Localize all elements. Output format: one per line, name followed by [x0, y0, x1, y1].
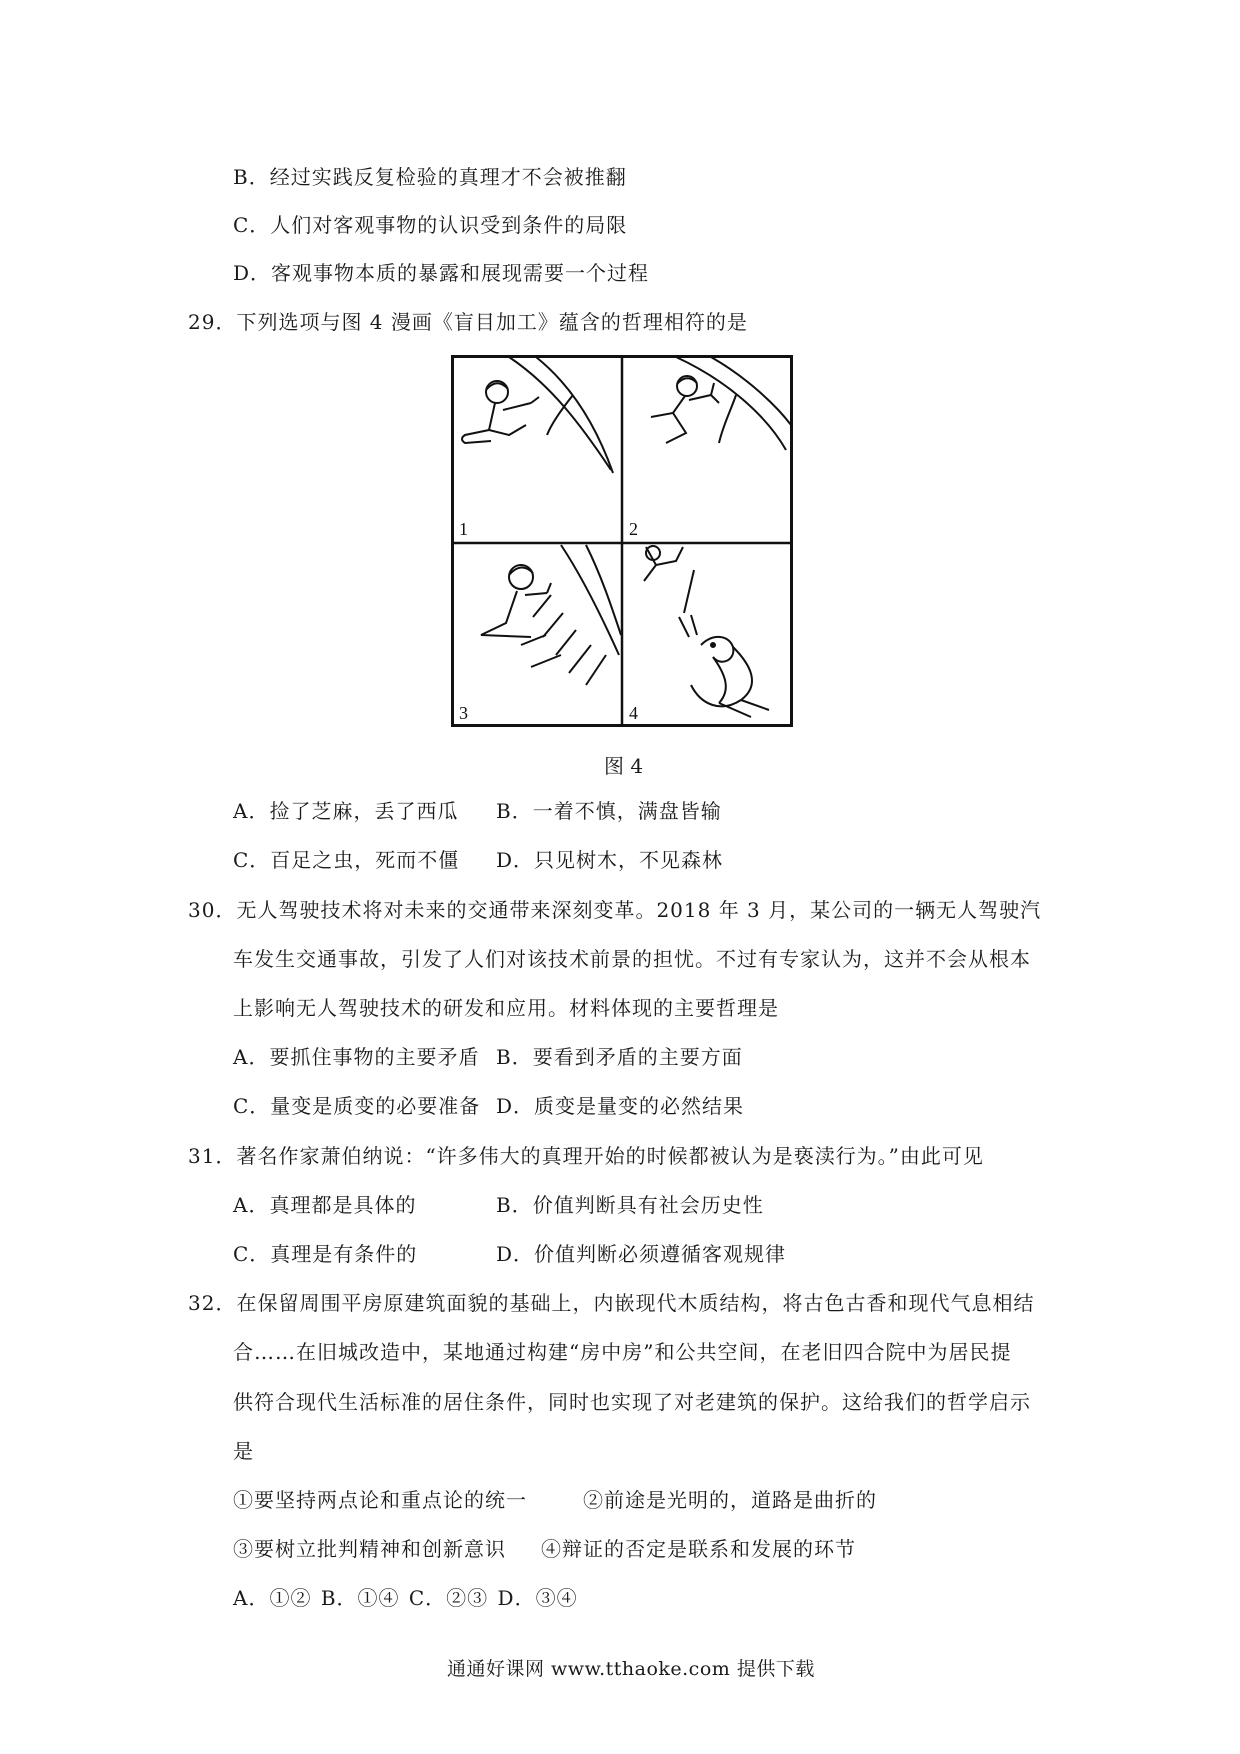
- q32-options-row: [233, 1584, 578, 1612]
- q30-option-b: B．要看到矛盾的主要方面: [496, 1045, 743, 1069]
- comic-panel-label-4: 4: [629, 703, 638, 723]
- q30-stem-line-3: 上影响无人驾驶技术的研发和应用。材料体现的主要哲理是: [233, 996, 779, 1020]
- comic-panel-label-1: 1: [459, 519, 468, 539]
- q30-option-d: D．质变是量变的必然结果: [496, 1094, 745, 1118]
- q32-statement-4: ④辩证的否定是联系和发展的环节: [541, 1537, 856, 1561]
- q31-option-a: A．真理都是具体的: [233, 1193, 417, 1217]
- q31-option-d: D．价值判断必须遵循客观规律: [496, 1242, 787, 1266]
- q30-option-a: A．要抓住事物的主要矛盾: [233, 1045, 480, 1069]
- q29-option-d: D．只见树木，不见森林: [496, 848, 724, 872]
- q32-option-c: C．②③: [408, 1586, 489, 1610]
- q32-stem-line-2: 合……在旧城改造中，某地通过构建“房中房”和公共空间，在老旧四合院中为居民提: [233, 1340, 1012, 1364]
- q29-option-b: B．一着不慎，满盘皆输: [496, 799, 722, 823]
- q32-option-b: B．①④: [320, 1586, 400, 1610]
- q32-statement-1: ①要坚持两点论和重点论的统一: [233, 1488, 527, 1512]
- q31-option-b: B．价值判断具有社会历史性: [496, 1193, 764, 1217]
- q31-stem: 31．著名作家萧伯纳说：“许多伟大的真理开始的时候都被认为是亵渎行为。”由此可见: [188, 1144, 984, 1168]
- q29-stem: 29．下列选项与图 4 漫画《盲目加工》蕴含的哲理相符的是: [188, 310, 748, 334]
- q30-option-c: C．量变是质变的必要准备: [233, 1094, 481, 1118]
- q28-option-d: D．客观事物本质的暴露和展现需要一个过程: [233, 261, 650, 285]
- comic-figure-blind-processing: [451, 355, 793, 727]
- q29-option-c: C．百足之虫，死而不僵: [233, 848, 460, 872]
- q32-stem-line-1: 32．在保留周围平房原建筑面貌的基础上，内嵌现代木质结构，将古色古香和现代气息相结: [188, 1291, 1035, 1315]
- q29-option-a: A．捡了芝麻，丢了西瓜: [233, 799, 459, 823]
- q30-stem-line-2: 车发生交通事故，引发了人们对该技术前景的担忧。不过有专家认为，这并不会从根本: [233, 947, 1031, 971]
- q28-option-c: C．人们对客观事物的认识受到条件的局限: [233, 213, 628, 237]
- q32-option-a: A．①②: [233, 1586, 312, 1610]
- footer-watermark: 通通好课网 www.tthaoke.com 提供下载: [447, 1658, 815, 1680]
- comic-panel-label-2: 2: [629, 519, 638, 539]
- q32-stem-line-3: 供符合现代生活标准的居住条件，同时也实现了对老建筑的保护。这给我们的哲学启示: [233, 1390, 1031, 1414]
- comic-panel-label-3: 3: [459, 703, 468, 723]
- q32-statement-2: ②前途是光明的，道路是曲折的: [583, 1488, 877, 1512]
- q32-stem-line-4: 是: [233, 1439, 254, 1463]
- q32-option-d: D．③④: [497, 1586, 578, 1610]
- figure-caption: 图 4: [604, 754, 644, 778]
- q30-stem-line-1: 30．无人驾驶技术将对未来的交通带来深刻变革。2018 年 3 月，某公司的一辆无人驾驶汽: [188, 898, 1042, 922]
- q28-option-b: B．经过实践反复检验的真理才不会被推翻: [233, 165, 627, 189]
- q31-option-c: C．真理是有条件的: [233, 1242, 418, 1266]
- q32-statement-3: ③要树立批判精神和创新意识: [233, 1537, 506, 1561]
